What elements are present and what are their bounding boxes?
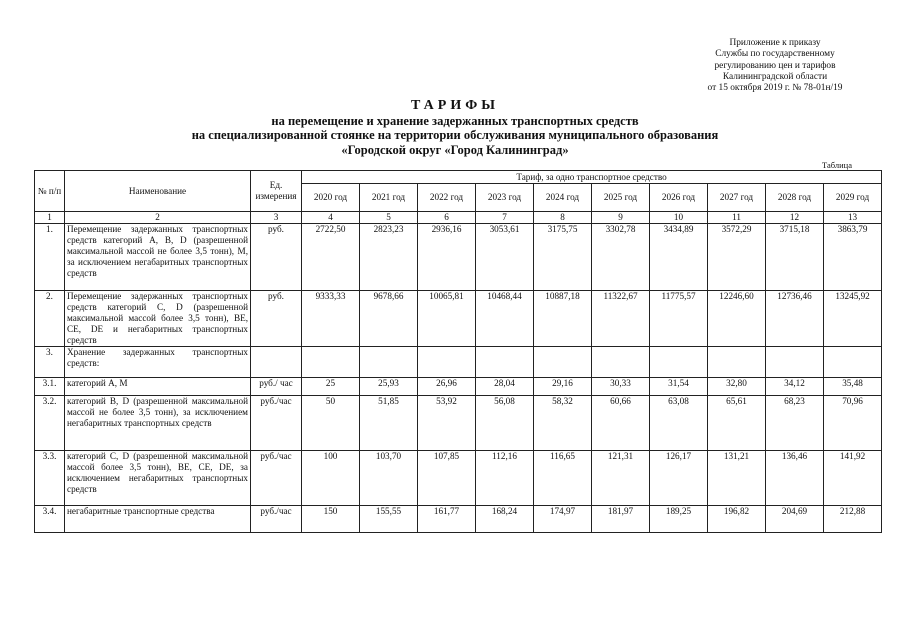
row-num: 3.4.	[35, 506, 65, 533]
column-number: 6	[418, 212, 476, 224]
row-value: 60,66	[592, 396, 650, 451]
header-year: 2022 год	[418, 184, 476, 212]
row-value: 50	[302, 396, 360, 451]
appendix-note	[672, 38, 878, 94]
row-value: 212,88	[824, 506, 882, 533]
row-name: категорий С, D (разрешенной максимальной массой более 3,5 тонн), ВЕ, СЕ, DE, за исключением негабаритных транспортных средств	[65, 451, 251, 506]
header-name: Наименование	[65, 171, 251, 212]
appendix-line: Службы по государственному	[715, 49, 835, 60]
row-value: 65,61	[708, 396, 766, 451]
column-number: 10	[650, 212, 708, 224]
table-row	[35, 396, 882, 451]
row-value	[650, 347, 708, 378]
row-unit: руб.	[251, 224, 302, 291]
column-number: 12	[766, 212, 824, 224]
row-value: 51,85	[360, 396, 418, 451]
row-name: негабаритные транспортные средства	[65, 506, 251, 533]
row-value	[418, 347, 476, 378]
header-year: 2025 год	[592, 184, 650, 212]
column-number: 3	[251, 212, 302, 224]
document-title	[130, 99, 780, 157]
row-value: 58,32	[534, 396, 592, 451]
row-value: 10065,81	[418, 291, 476, 347]
row-value: 9678,66	[360, 291, 418, 347]
column-number: 4	[302, 212, 360, 224]
row-value: 2722,50	[302, 224, 360, 291]
row-value: 136,46	[766, 451, 824, 506]
header-year: 2028 год	[766, 184, 824, 212]
column-number: 13	[824, 212, 882, 224]
row-value: 103,70	[360, 451, 418, 506]
header-year: 2027 год	[708, 184, 766, 212]
column-number: 7	[476, 212, 534, 224]
row-value: 3572,29	[708, 224, 766, 291]
header-year: 2020 год	[302, 184, 360, 212]
row-value: 28,04	[476, 378, 534, 396]
row-value	[534, 347, 592, 378]
table-row	[35, 506, 882, 533]
appendix-line: от 15 октября 2019 г. № 78-01н/19	[707, 83, 843, 94]
row-value	[708, 347, 766, 378]
row-value: 10468,44	[476, 291, 534, 347]
row-value: 68,23	[766, 396, 824, 451]
row-value: 25,93	[360, 378, 418, 396]
row-unit: руб./час	[251, 396, 302, 451]
row-value: 11322,67	[592, 291, 650, 347]
table-label: Таблица	[822, 160, 852, 170]
row-value: 126,17	[650, 451, 708, 506]
row-value: 3715,18	[766, 224, 824, 291]
row-value: 174,97	[534, 506, 592, 533]
row-unit: руб./ час	[251, 378, 302, 396]
title-line: на специализированной стоянке на территории обслуживания муниципального образования	[191, 128, 719, 142]
row-num: 3.	[35, 347, 65, 378]
row-value: 70,96	[824, 396, 882, 451]
table-row	[35, 224, 882, 291]
header-year: 2023 год	[476, 184, 534, 212]
row-unit: руб./час	[251, 451, 302, 506]
row-value: 3434,89	[650, 224, 708, 291]
header-year: 2024 год	[534, 184, 592, 212]
row-value: 53,92	[418, 396, 476, 451]
row-name: категорий В, D (разрешенной максимальной массой не более 3,5 тонн), за исключением негабаритных транспортных средств	[65, 396, 251, 451]
column-number: 5	[360, 212, 418, 224]
row-value: 31,54	[650, 378, 708, 396]
row-value: 29,16	[534, 378, 592, 396]
row-value	[824, 347, 882, 378]
row-value: 35,48	[824, 378, 882, 396]
header-year: 2021 год	[360, 184, 418, 212]
row-value: 196,82	[708, 506, 766, 533]
row-value: 3302,78	[592, 224, 650, 291]
row-value: 131,21	[708, 451, 766, 506]
row-value: 116,65	[534, 451, 592, 506]
row-name: Перемещение задержанных транспортных средств категорий С, D (разрешенной максимальной массой более 3,5 тонн), ВЕ, СЕ, DE и негабаритных транспортных средств	[65, 291, 251, 347]
title-heading: ТАРИФЫ	[411, 98, 499, 113]
row-num: 3.1.	[35, 378, 65, 396]
row-value: 100	[302, 451, 360, 506]
row-value: 141,92	[824, 451, 882, 506]
row-value: 168,24	[476, 506, 534, 533]
row-num: 2.	[35, 291, 65, 347]
row-value	[592, 347, 650, 378]
table-row	[35, 451, 882, 506]
header-num: № п/п	[35, 171, 65, 212]
row-value: 161,77	[418, 506, 476, 533]
row-value: 181,97	[592, 506, 650, 533]
row-value: 56,08	[476, 396, 534, 451]
column-number: 8	[534, 212, 592, 224]
row-value: 34,12	[766, 378, 824, 396]
row-unit: руб.	[251, 291, 302, 347]
row-value: 204,69	[766, 506, 824, 533]
row-value: 30,33	[592, 378, 650, 396]
row-value: 25	[302, 378, 360, 396]
row-num: 1.	[35, 224, 65, 291]
row-value: 150	[302, 506, 360, 533]
column-number-row	[35, 212, 882, 224]
appendix-line: Калининградской области	[722, 71, 828, 82]
row-value: 2823,23	[360, 224, 418, 291]
row-value: 3175,75	[534, 224, 592, 291]
row-value: 3053,61	[476, 224, 534, 291]
row-unit	[251, 347, 302, 378]
row-num: 3.2.	[35, 396, 65, 451]
table-row	[35, 347, 882, 378]
row-value: 155,55	[360, 506, 418, 533]
column-number: 9	[592, 212, 650, 224]
row-value: 9333,33	[302, 291, 360, 347]
row-value: 13245,92	[824, 291, 882, 347]
title-line: «Городской округ «Город Калининград»	[341, 142, 569, 157]
row-value	[360, 347, 418, 378]
column-number: 1	[35, 212, 65, 224]
row-value: 26,96	[418, 378, 476, 396]
column-number: 11	[708, 212, 766, 224]
row-value: 189,25	[650, 506, 708, 533]
row-value: 12246,60	[708, 291, 766, 347]
tariff-table	[34, 170, 882, 533]
row-value: 107,85	[418, 451, 476, 506]
header-year: 2029 год	[824, 184, 882, 212]
appendix-line: Приложение к приказу	[729, 38, 821, 48]
row-name: Хранение задержанных транспортных средств:	[65, 347, 251, 378]
row-name: категорий А, М	[65, 378, 251, 396]
header-year: 2026 год	[650, 184, 708, 212]
table-row	[35, 291, 882, 347]
row-value: 32,80	[708, 378, 766, 396]
header-tariff: Тариф, за одно транспортное средство	[302, 171, 882, 184]
row-value: 3863,79	[824, 224, 882, 291]
row-name: Перемещение задержанных транспортных средств категорий А, В, D (разрешенной максимальной массой не более 3,5 тонн), М, за исключением негабаритных транспортных средств	[65, 224, 251, 291]
row-value: 121,31	[592, 451, 650, 506]
row-value: 12736,46	[766, 291, 824, 347]
row-value: 11775,57	[650, 291, 708, 347]
row-value	[302, 347, 360, 378]
row-value: 10887,18	[534, 291, 592, 347]
row-value: 2936,16	[418, 224, 476, 291]
row-unit: руб./час	[251, 506, 302, 533]
title-line: на перемещение и хранение задержанных транспортных средств	[271, 113, 639, 128]
table-row	[35, 378, 882, 396]
row-value: 112,16	[476, 451, 534, 506]
row-num: 3.3.	[35, 451, 65, 506]
row-value	[766, 347, 824, 378]
column-number: 2	[65, 212, 251, 224]
row-value: 63,08	[650, 396, 708, 451]
row-value	[476, 347, 534, 378]
appendix-line: регулированию цен и тарифов	[714, 60, 836, 71]
header-unit: Ед. измерения	[251, 171, 302, 212]
